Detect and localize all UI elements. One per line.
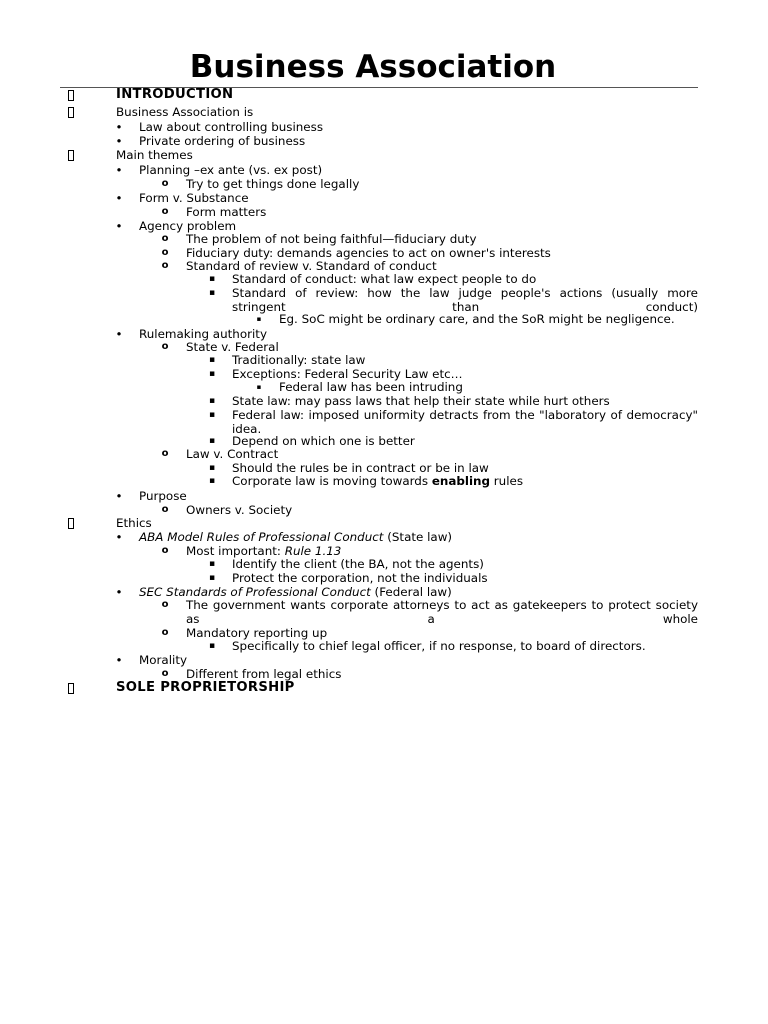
- list-item-text: Law about controlling business: [139, 120, 324, 134]
- bullet-icon: •: [115, 585, 123, 599]
- list-item-text: Depend on which one is better: [232, 434, 415, 448]
- list-item-text: Exceptions: Federal Security Law etc…: [232, 367, 463, 381]
- list-item-text: Identify the client (the BA, not the agents): [232, 557, 484, 571]
- square-bullet-icon: ▪: [208, 396, 216, 406]
- list-item-text: State law: may pass laws that help their state while hurt others: [232, 394, 610, 408]
- italic-text: Rule 1.13: [284, 544, 342, 558]
- square-bullet-icon: ▪: [208, 573, 216, 583]
- list-item-text: The problem of not being faithful—fiduciary duty: [186, 232, 477, 246]
- list-item-text: Try to get things done legally: [186, 177, 360, 191]
- square-bullet-icon: ▪: [208, 436, 216, 446]
- circle-bullet-icon: o: [161, 206, 169, 217]
- box-marker-icon: [68, 683, 74, 694]
- bullet-icon: •: [115, 134, 123, 148]
- italic-text: ABA Model Rules of Professional Conduct: [139, 530, 384, 544]
- list-item-text: Rulemaking authority: [139, 327, 267, 341]
- list-item-text: Agency problem: [139, 219, 237, 233]
- list-item-text: The government wants corporate attorneys to act as gatekeepers to protect society as a whole: [186, 598, 698, 626]
- list-item-text: Federal law: imposed uniformity detracts from the "laboratory of democracy" idea.: [232, 408, 698, 436]
- circle-bullet-icon: o: [161, 545, 169, 556]
- square-bullet-icon: ▪: [208, 463, 216, 473]
- circle-bullet-icon: o: [161, 599, 169, 610]
- bullet-icon: •: [115, 327, 123, 341]
- list-item-text: Standard of review v. Standard of conduct: [186, 259, 437, 273]
- text-run: rules: [490, 474, 524, 488]
- list-item-text: Mandatory reporting up: [186, 626, 328, 640]
- emphasis-text: enabling: [431, 474, 491, 488]
- list-item-text: Should the rules be in contract or be in law: [232, 461, 489, 475]
- list-item-text: Form matters: [186, 205, 267, 219]
- circle-bullet-icon: o: [161, 341, 169, 352]
- square-bullet-icon: ▪: [208, 369, 216, 379]
- text-run: Corporate law is moving towards: [232, 474, 432, 488]
- circle-bullet-icon: o: [161, 448, 169, 459]
- list-item-text: [139, 585, 452, 599]
- bullet-icon: •: [115, 530, 123, 544]
- list-item-text: Protect the corporation, not the individuals: [232, 571, 488, 585]
- circle-bullet-icon: o: [161, 504, 169, 515]
- list-item-text: Ethics: [116, 516, 152, 530]
- list-item-text: Form v. Substance: [139, 191, 249, 205]
- text-run: (State law): [383, 530, 453, 544]
- square-bullet-icon: ▪: [208, 274, 216, 284]
- list-item-text: [139, 530, 452, 544]
- square-bullet-icon: ▪: [208, 641, 216, 651]
- bullet-icon: •: [115, 191, 123, 205]
- page-title: Business Association: [189, 49, 557, 85]
- bullet-icon: •: [115, 489, 123, 503]
- bullet-icon: •: [115, 163, 123, 177]
- circle-bullet-icon: o: [161, 247, 169, 258]
- square-bullet-icon: ▪: [208, 288, 216, 298]
- circle-bullet-icon: o: [161, 233, 169, 244]
- bullet-icon: •: [115, 219, 123, 233]
- box-marker-icon: [68, 150, 74, 161]
- list-item-text: Purpose: [139, 489, 187, 503]
- square-bullet-icon: ▪: [208, 476, 216, 486]
- list-item-text: Eg. SoC might be ordinary care, and the SoR might be negligence.: [279, 312, 675, 326]
- list-item-text: Traditionally: state law: [232, 353, 366, 367]
- bullet-icon: •: [115, 653, 123, 667]
- box-marker-icon: [68, 107, 74, 118]
- list-item-text: Owners v. Society: [186, 503, 293, 517]
- bullet-icon: •: [115, 120, 123, 134]
- italic-text: SEC Standards of Professional Conduct: [139, 585, 371, 599]
- small-square-bullet-icon: ▪: [256, 383, 262, 391]
- square-bullet-icon: ▪: [208, 355, 216, 365]
- list-item-text: [232, 474, 523, 488]
- circle-bullet-icon: o: [161, 260, 169, 271]
- circle-bullet-icon: o: [161, 668, 169, 679]
- circle-bullet-icon: o: [161, 178, 169, 189]
- list-item-text: Planning –ex ante (vs. ex post): [139, 163, 323, 177]
- square-bullet-icon: ▪: [208, 410, 216, 420]
- list-item-text: Federal law has been intruding: [279, 380, 463, 394]
- list-item-text: [186, 544, 341, 558]
- section-heading: INTRODUCTION: [116, 87, 234, 102]
- list-item-text: Business Association is: [116, 105, 254, 119]
- list-item-text: State v. Federal: [186, 340, 279, 354]
- text-run: Most important:: [186, 544, 285, 558]
- box-marker-icon: [68, 90, 74, 101]
- circle-bullet-icon: o: [161, 627, 169, 638]
- small-square-bullet-icon: ▪: [256, 315, 262, 323]
- box-marker-icon: [68, 518, 74, 529]
- list-item-text: Fiduciary duty: demands agencies to act on owner's interests: [186, 246, 551, 260]
- list-item-text: Standard of review: how the law judge people's actions (usually more stringent than conduct): [232, 286, 698, 314]
- list-item-text: Private ordering of business: [139, 134, 306, 148]
- list-item-text: Specifically to chief legal officer, if no response, to board of directors.: [232, 639, 646, 653]
- list-item-text: Main themes: [116, 148, 193, 162]
- list-item-text: Different from legal ethics: [186, 667, 342, 681]
- list-item-text: Standard of conduct: what law expect people to do: [232, 272, 537, 286]
- section-heading: SOLE PROPRIETORSHIP: [116, 680, 295, 695]
- list-item-text: Morality: [139, 653, 188, 667]
- square-bullet-icon: ▪: [208, 559, 216, 569]
- list-item-text: Law v. Contract: [186, 447, 279, 461]
- text-run: (Federal law): [370, 585, 452, 599]
